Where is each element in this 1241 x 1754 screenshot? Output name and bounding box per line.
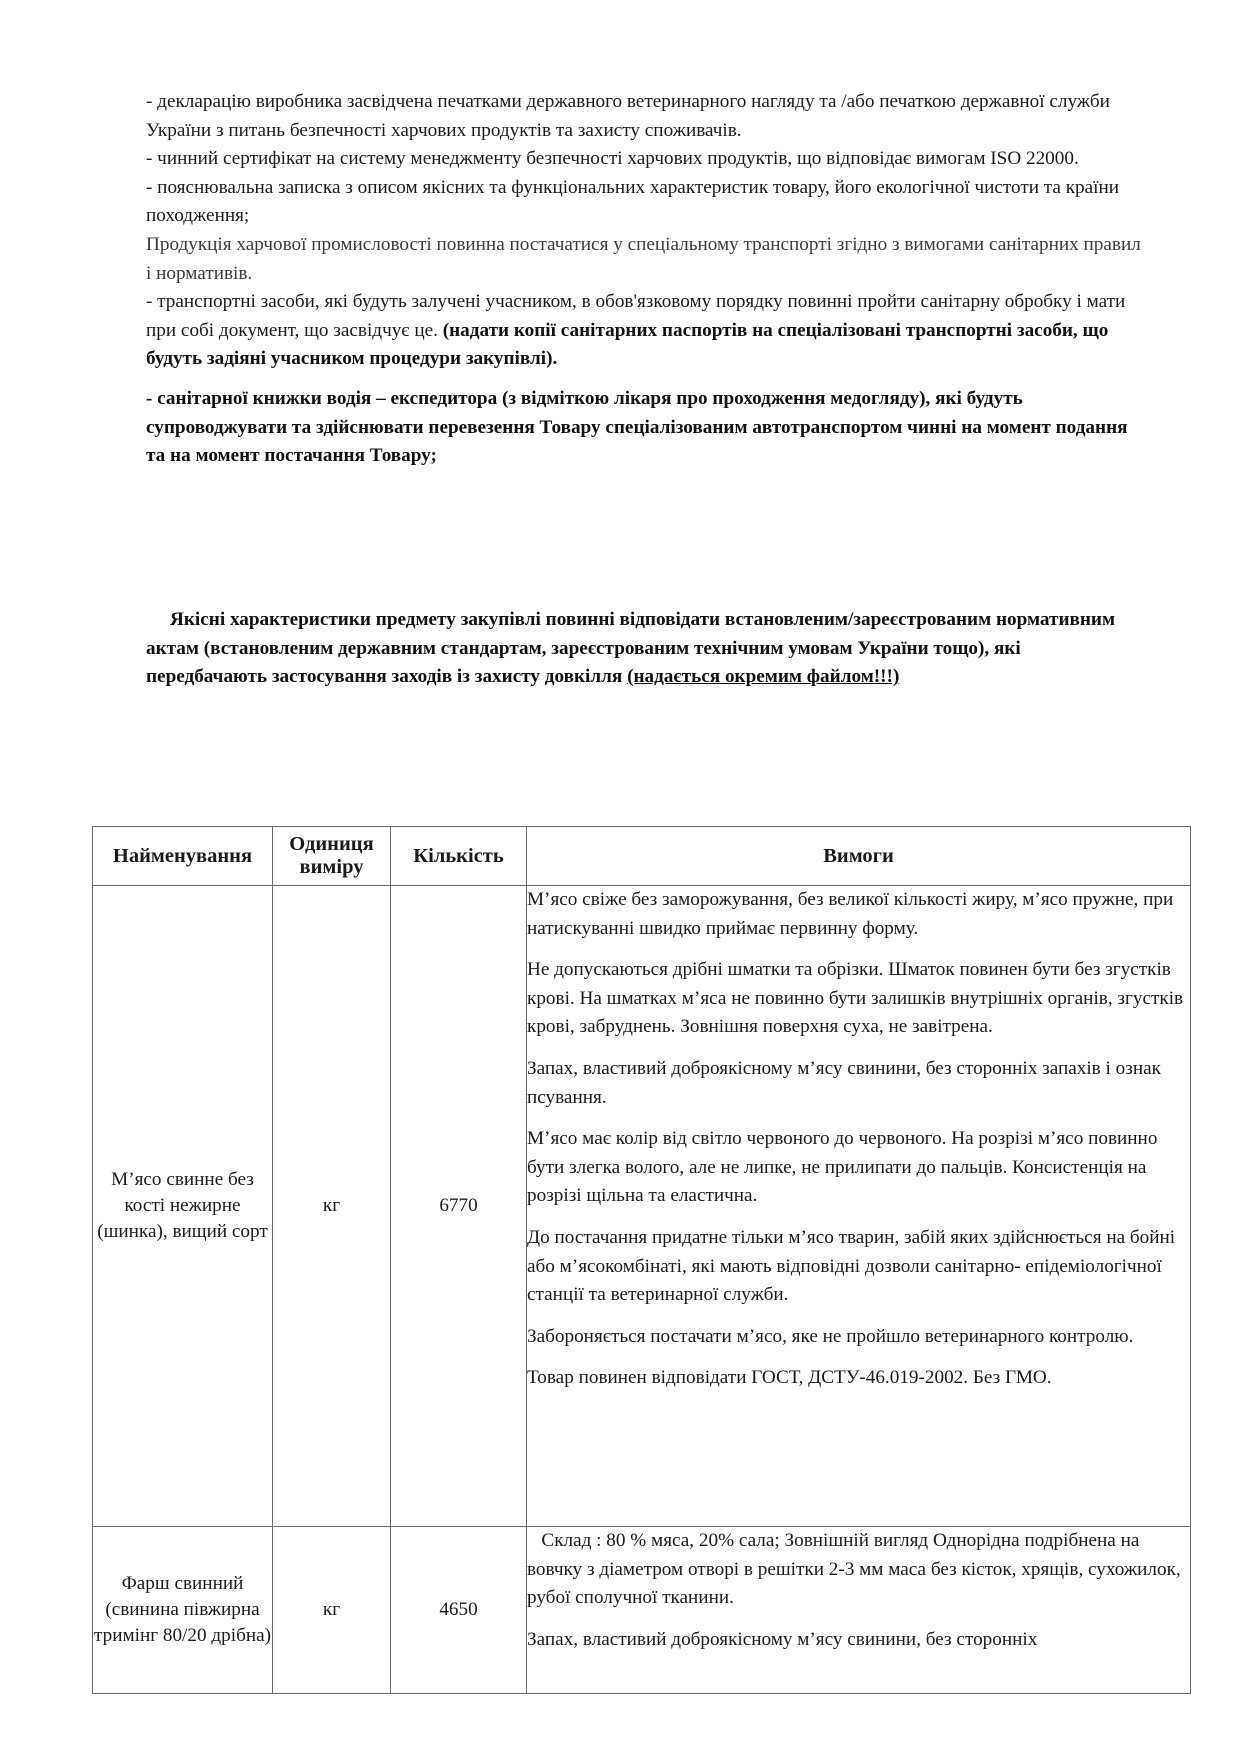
specification-table xyxy=(92,826,1191,1694)
header-name: Найменування xyxy=(93,827,273,886)
requirements-list xyxy=(146,88,1146,471)
requirement-paragraph: Забороняється постачати м’ясо, яке не пройшло ветеринарного контролю. xyxy=(527,1325,1134,1347)
quality-text: Якісні характеристики предмету закупівлі повинні відповідати встановленим/зареєстрованим нормативним актам (встановленим державним стандартам, зареєстрованим технічним умовам України тощо), які передбачають застосування заходів із захисту довкілля xyxy=(146,609,1116,688)
requirement-paragraph: Запах, властивий доброякісному м’ясу свинини, без сторонніх запахів і ознак псування. xyxy=(527,1057,1161,1108)
product-requirements xyxy=(527,886,1191,1527)
quality-paragraph xyxy=(146,606,1146,692)
product-name: Фарш свинний (свинина півжирна тримінг 80/20 дрібна) xyxy=(93,1527,273,1694)
product-unit: кг xyxy=(273,886,391,1527)
requirement-paragraph: Склад : 80 % мяса, 20% сала; Зовнішній вигляд Однорідна подрібнена на вовчку з діаметром отворі в решітки 2-3 мм маса без кісток, хрящів, сухожилок, рубої сполучної тканини. xyxy=(527,1530,1186,1609)
separate-file-note: (надається окремим файлом!!!) xyxy=(627,666,900,688)
table-row xyxy=(93,886,1191,1527)
requirement-paragraph: М’ясо має колір від світло червоного до червоного. На розрізі м’ясо повинно бути злегка волого, але не липке, не прилипати до пальців. Консистенція на розрізі щільна та еластична. xyxy=(527,1128,1158,1207)
requirement-paragraph: Запах, властивий доброякісному м’ясу свинини, без сторонніх xyxy=(527,1628,1038,1650)
header-qty: Кількість xyxy=(391,827,527,886)
requirement-paragraph: Не допускаються дрібні шматки та обрізки. Шматок повинен бути без згустків крові. На шматках м’яса не повинно бути залишків внутрішніх органів, згустків крові, забруднень. Зовнішня поверхня суха, не завітрена. xyxy=(527,959,1184,1038)
transport-rules-text: Продукція харчової промисловості повинна постачатися у спеціальному транспорті згідно з вимогами санітарних правил і нормативів. xyxy=(146,233,1141,284)
driver-book-item: - санітарної книжки водія – експедитора (з відміткою лікаря про проходження медогляду), які будуть супроводжувати та здійснювати перевезення Товару спеціалізованим автотранспортом чинні на момент подання та на момент постачання Товару; xyxy=(146,387,1128,467)
iso-certificate-item: - чинний сертифікат на систему менеджменту безпечності харчових продуктів, що відповідає вимогам ISO 22000. xyxy=(146,148,1079,170)
requirement-paragraph: М’ясо свіже без заморожування, без великої кількості жиру, м’ясо пружне, при натискуванні швидко приймає первинну форму. xyxy=(527,889,1174,939)
table-header-row xyxy=(93,827,1191,886)
transport-item-bold: (надати копії санітарних паспортів на спеціалізовані транспортні засоби, що будуть задіяні учасником процедури закупівлі). xyxy=(146,319,1109,370)
transport-item-text: - транспортні засоби, які будуть залучені учасником, в обов'язковому порядку повинні пройти санітарну обробку і мати при собі документ, що засвідчує це. xyxy=(146,291,1126,341)
explanatory-note-item: - пояснювальна записка з описом якісних та функціональних характеристик товару, його екологічної чистоти та країни походження; xyxy=(146,176,1120,227)
product-name: М’ясо свинне без кості нежирне (шинка), вищий сорт xyxy=(93,886,273,1527)
product-unit: кг xyxy=(273,1527,391,1694)
header-unit: Одиниця виміру xyxy=(273,827,391,886)
product-quantity: 4650 xyxy=(391,1527,527,1694)
transport-item xyxy=(146,288,1146,374)
header-requirements: Вимоги xyxy=(527,827,1191,886)
product-quantity: 6770 xyxy=(391,886,527,1527)
table-row xyxy=(93,1527,1191,1694)
requirement-paragraph: Товар повинен відповідати ГОСТ, ДСТУ-46.019-2002. Без ГМО. xyxy=(527,1367,1052,1389)
declaration-item: - декларацію виробника засвідчена печатками державного ветеринарного нагляду та /або печаткою державної служби України з питань безпечності харчових продуктів та захисту споживачів. xyxy=(146,91,1110,141)
product-requirements xyxy=(527,1527,1191,1694)
requirement-paragraph: До постачання придатне тільки м’ясо тварин, забій яких здійснюється на бойні або м’ясокомбінаті, які мають відповідні дозволи санітарно- епідеміологічної станції та ветеринарної служби. xyxy=(527,1226,1176,1306)
